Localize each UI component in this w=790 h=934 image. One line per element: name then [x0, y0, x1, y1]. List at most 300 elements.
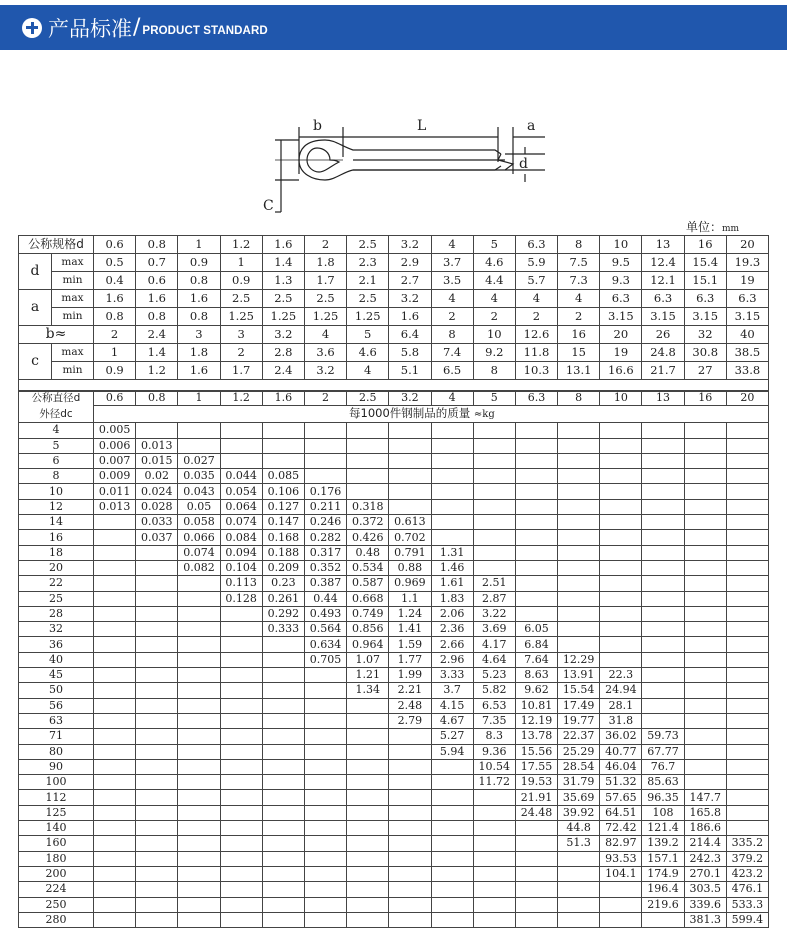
- mass-value-cell: [136, 713, 178, 728]
- mass-value-cell: [389, 729, 431, 744]
- mass-value-cell: 57.65: [600, 790, 642, 805]
- mass-value-cell: 0.176: [304, 484, 346, 499]
- spec-value-cell: 6.3: [726, 290, 768, 308]
- spec-value-cell: 4.4: [473, 272, 515, 290]
- mass-size-cell: 1: [178, 391, 220, 406]
- mass-value-cell: 22.37: [558, 729, 600, 744]
- mass-value-cell: [94, 866, 136, 881]
- mass-value-cell: [178, 866, 220, 881]
- mass-value-cell: [94, 851, 136, 866]
- mass-value-cell: [304, 836, 346, 851]
- mass-value-cell: 0.292: [262, 606, 304, 621]
- spec-value-cell: 1.6: [94, 290, 136, 308]
- mass-value-cell: 0.113: [220, 576, 262, 591]
- spec-value-cell: 40: [726, 326, 768, 344]
- mass-value-cell: 15.56: [515, 744, 557, 759]
- mass-value-cell: [684, 698, 726, 713]
- dc-label: 外径dc: [19, 406, 94, 423]
- mass-value-cell: [642, 515, 684, 530]
- spec-value-cell: 27: [684, 362, 726, 380]
- mass-value-cell: 0.352: [304, 560, 346, 575]
- mass-value-cell: [178, 591, 220, 606]
- mass-value-cell: [347, 821, 389, 836]
- mass-value-cell: 21.91: [515, 790, 557, 805]
- mass-value-cell: [136, 729, 178, 744]
- mass-value-cell: [178, 423, 220, 438]
- mass-value-cell: 0.128: [220, 591, 262, 606]
- mass-value-cell: [642, 698, 684, 713]
- mass-value-cell: [515, 515, 557, 530]
- spec-value-cell: 19.3: [726, 254, 768, 272]
- spec-value-cell: 7.4: [431, 344, 473, 362]
- mass-value-cell: [431, 530, 473, 545]
- spec-value-cell: 0.8: [136, 308, 178, 326]
- mass-value-cell: [726, 560, 768, 575]
- mass-value-cell: [136, 805, 178, 820]
- mass-value-cell: 2.36: [431, 622, 473, 637]
- mass-value-cell: [473, 423, 515, 438]
- dc-value: 125: [19, 805, 94, 820]
- mass-value-cell: [220, 622, 262, 637]
- mass-value-cell: [473, 790, 515, 805]
- mass-value-cell: [94, 759, 136, 774]
- spec-value-cell: 3.2: [389, 290, 431, 308]
- mass-value-cell: [726, 576, 768, 591]
- mass-value-cell: 0.587: [347, 576, 389, 591]
- spec-value-cell: 2.4: [136, 326, 178, 344]
- mass-row: [19, 851, 769, 866]
- mass-value-cell: 381.3: [684, 912, 726, 927]
- mass-value-cell: [684, 683, 726, 698]
- mass-value-cell: [220, 729, 262, 744]
- mass-size-cell: 4: [431, 391, 473, 406]
- mass-value-cell: [642, 576, 684, 591]
- mass-value-cell: 1.41: [389, 622, 431, 637]
- mass-value-cell: [178, 698, 220, 713]
- mass-value-cell: [262, 637, 304, 652]
- spec-value-cell: 21.7: [642, 362, 684, 380]
- mass-value-cell: [262, 668, 304, 683]
- mass-value-cell: 51.32: [600, 775, 642, 790]
- mass-size-cell: 1.6: [262, 391, 304, 406]
- mass-value-cell: 0.246: [304, 515, 346, 530]
- mass-value-cell: [94, 897, 136, 912]
- mass-value-cell: 0.426: [347, 530, 389, 545]
- dc-value: 12: [19, 499, 94, 514]
- dc-value: 56: [19, 698, 94, 713]
- mass-value-cell: 0.387: [304, 576, 346, 591]
- mass-value-cell: 335.2: [726, 836, 768, 851]
- mass-size-cell: 2: [304, 391, 346, 406]
- mass-size-cell: 6.3: [515, 391, 557, 406]
- mass-value-cell: [136, 882, 178, 897]
- spec-value-cell: 1.2: [136, 362, 178, 380]
- mass-value-cell: [389, 912, 431, 927]
- mass-value-cell: [94, 790, 136, 805]
- mass-value-cell: [431, 912, 473, 927]
- mass-value-cell: [558, 453, 600, 468]
- mass-value-cell: [515, 499, 557, 514]
- mass-value-cell: [136, 683, 178, 698]
- spec-value-cell: 9.2: [473, 344, 515, 362]
- mass-value-cell: [726, 469, 768, 484]
- mass-value-cell: [684, 484, 726, 499]
- mass-value-cell: [389, 805, 431, 820]
- mass-value-cell: 4.17: [473, 637, 515, 652]
- mass-value-cell: [136, 591, 178, 606]
- spec-value-cell: 30.8: [684, 344, 726, 362]
- spec-value-cell: 2.5: [304, 290, 346, 308]
- spec-header-row: [19, 236, 769, 254]
- mass-value-cell: 0.02: [136, 469, 178, 484]
- mass-value-cell: 0.127: [262, 499, 304, 514]
- mass-value-cell: [642, 438, 684, 453]
- mass-value-cell: 533.3: [726, 897, 768, 912]
- unit-label: 单位：mm: [686, 220, 740, 234]
- spec-value-cell: 8: [473, 362, 515, 380]
- mass-value-cell: [262, 423, 304, 438]
- mass-value-cell: [431, 866, 473, 881]
- spec-group-label: d: [19, 254, 52, 290]
- spec-value-cell: 15: [558, 344, 600, 362]
- mass-value-cell: 0.168: [262, 530, 304, 545]
- mass-value-cell: [642, 469, 684, 484]
- mass-row: [19, 882, 769, 897]
- mass-value-cell: 0.054: [220, 484, 262, 499]
- mass-value-cell: 147.7: [684, 790, 726, 805]
- mass-value-cell: [304, 744, 346, 759]
- dc-value: 5: [19, 438, 94, 453]
- mass-value-cell: 0.037: [136, 530, 178, 545]
- mass-value-cell: [389, 499, 431, 514]
- mass-value-cell: [431, 759, 473, 774]
- mass-value-cell: 6.05: [515, 622, 557, 637]
- mass-value-cell: [431, 805, 473, 820]
- mass-row: [19, 591, 769, 606]
- spec-sub-label: max: [52, 254, 94, 272]
- mass-value-cell: [262, 683, 304, 698]
- mass-row: [19, 652, 769, 667]
- dc-value: 32: [19, 622, 94, 637]
- mass-value-cell: [684, 729, 726, 744]
- mass-value-cell: 0.013: [136, 438, 178, 453]
- mass-value-cell: 139.2: [642, 836, 684, 851]
- mass-value-cell: [262, 836, 304, 851]
- dc-value: 50: [19, 683, 94, 698]
- mass-value-cell: [94, 622, 136, 637]
- spec-value-cell: 0.4: [94, 272, 136, 290]
- mass-value-cell: 104.1: [600, 866, 642, 881]
- spec-value-cell: 4: [515, 290, 557, 308]
- dc-value: 63: [19, 713, 94, 728]
- mass-value-cell: 17.55: [515, 759, 557, 774]
- mass-value-cell: [515, 453, 557, 468]
- spec-value-cell: 1.6: [389, 308, 431, 326]
- mass-value-cell: 5.27: [431, 729, 473, 744]
- mass-value-cell: 9.62: [515, 683, 557, 698]
- mass-size-cell: 0.8: [136, 391, 178, 406]
- spec-value-cell: 2.8: [262, 344, 304, 362]
- spec-sub-label: min: [52, 362, 94, 380]
- mass-value-cell: [684, 775, 726, 790]
- dc-value: 280: [19, 912, 94, 927]
- mass-value-cell: [220, 652, 262, 667]
- mass-value-cell: [726, 652, 768, 667]
- mass-value-cell: [178, 438, 220, 453]
- mass-value-cell: 0.856: [347, 622, 389, 637]
- mass-value-cell: [515, 545, 557, 560]
- mass-value-cell: [136, 545, 178, 560]
- mass-value-cell: [94, 560, 136, 575]
- dc-value: 112: [19, 790, 94, 805]
- mass-value-cell: 44.8: [558, 821, 600, 836]
- mass-row: [19, 713, 769, 728]
- mass-value-cell: 22.3: [600, 668, 642, 683]
- mass-value-cell: 2.66: [431, 637, 473, 652]
- mass-value-cell: [136, 668, 178, 683]
- mass-size-cell: 0.6: [94, 391, 136, 406]
- mass-value-cell: [473, 438, 515, 453]
- mass-value-cell: 108: [642, 805, 684, 820]
- mass-value-cell: 13.91: [558, 668, 600, 683]
- mass-value-cell: 0.613: [389, 515, 431, 530]
- mass-row: [19, 484, 769, 499]
- mass-value-cell: [558, 560, 600, 575]
- mass-value-cell: [642, 683, 684, 698]
- spec-value-cell: 2.1: [347, 272, 389, 290]
- spec-value-cell: 38.5: [726, 344, 768, 362]
- mass-value-cell: [94, 668, 136, 683]
- mass-value-cell: [684, 637, 726, 652]
- mass-value-cell: [431, 836, 473, 851]
- mass-size-cell: 10: [600, 391, 642, 406]
- mass-row: [19, 499, 769, 514]
- mass-value-cell: [94, 545, 136, 560]
- mass-value-cell: 0.015: [136, 453, 178, 468]
- mass-value-cell: [684, 576, 726, 591]
- spec-value-cell: 15.4: [684, 254, 726, 272]
- mass-value-cell: [600, 499, 642, 514]
- spec-value-cell: 1: [220, 254, 262, 272]
- mass-value-cell: 196.4: [642, 882, 684, 897]
- mass-value-cell: [178, 729, 220, 744]
- mass-value-cell: 1.59: [389, 637, 431, 652]
- mass-value-cell: 0.028: [136, 499, 178, 514]
- mass-value-cell: [684, 713, 726, 728]
- mass-value-cell: 1.31: [431, 545, 473, 560]
- mass-value-cell: [347, 698, 389, 713]
- mass-value-cell: [178, 882, 220, 897]
- mass-value-cell: [642, 912, 684, 927]
- mass-value-cell: 1.21: [347, 668, 389, 683]
- mass-value-cell: [558, 591, 600, 606]
- mass-value-cell: 0.005: [94, 423, 136, 438]
- spec-value-cell: 4.6: [473, 254, 515, 272]
- mass-row: [19, 698, 769, 713]
- mass-row: [19, 453, 769, 468]
- mass-value-cell: 31.8: [600, 713, 642, 728]
- mass-value-cell: [684, 591, 726, 606]
- mass-row: [19, 438, 769, 453]
- mass-value-cell: [220, 790, 262, 805]
- mass-value-cell: [642, 622, 684, 637]
- mass-value-cell: [178, 821, 220, 836]
- mass-value-cell: [684, 469, 726, 484]
- mass-value-cell: [262, 805, 304, 820]
- spec-value-cell: 3.15: [642, 308, 684, 326]
- mass-value-cell: [684, 668, 726, 683]
- mass-value-cell: 242.3: [684, 851, 726, 866]
- mass-value-cell: [558, 515, 600, 530]
- mass-value-cell: [304, 469, 346, 484]
- mass-value-cell: [94, 713, 136, 728]
- mass-value-cell: 35.69: [558, 790, 600, 805]
- mass-value-cell: [473, 560, 515, 575]
- mass-value-cell: 13.78: [515, 729, 557, 744]
- spec-size-cell: 6.3: [515, 236, 557, 254]
- mass-value-cell: [558, 545, 600, 560]
- mass-value-cell: [726, 515, 768, 530]
- mass-value-cell: [178, 744, 220, 759]
- dc-value: 180: [19, 851, 94, 866]
- mass-value-cell: [600, 897, 642, 912]
- mass-value-cell: 270.1: [684, 866, 726, 881]
- mass-value-cell: [304, 423, 346, 438]
- mass-value-cell: [473, 836, 515, 851]
- spec-row: [19, 362, 769, 380]
- mass-value-cell: [94, 606, 136, 621]
- spec-value-cell: 0.8: [94, 308, 136, 326]
- mass-value-cell: [136, 622, 178, 637]
- mass-value-cell: 0.147: [262, 515, 304, 530]
- mass-value-cell: 19.53: [515, 775, 557, 790]
- spec-value-cell: 4.6: [347, 344, 389, 362]
- mass-value-cell: 339.6: [684, 897, 726, 912]
- spec-value-cell: 11.8: [515, 344, 557, 362]
- label-b: b: [313, 118, 322, 134]
- mass-value-cell: 2.87: [473, 591, 515, 606]
- mass-value-cell: [642, 606, 684, 621]
- mass-value-cell: [389, 744, 431, 759]
- mass-value-cell: [600, 606, 642, 621]
- mass-value-cell: [600, 484, 642, 499]
- mass-value-cell: [726, 622, 768, 637]
- spec-value-cell: 5.8: [389, 344, 431, 362]
- mass-value-cell: [389, 866, 431, 881]
- mass-value-cell: [515, 912, 557, 927]
- spec-size-cell: 10: [600, 236, 642, 254]
- dc-value: 90: [19, 759, 94, 774]
- mass-value-cell: [431, 897, 473, 912]
- mass-value-cell: [515, 882, 557, 897]
- dc-value: 10: [19, 484, 94, 499]
- mass-value-cell: 0.074: [178, 545, 220, 560]
- mass-value-cell: [726, 668, 768, 683]
- mass-value-cell: [473, 484, 515, 499]
- mass-value-cell: [262, 453, 304, 468]
- mass-value-cell: [304, 668, 346, 683]
- spec-size-cell: 16: [684, 236, 726, 254]
- mass-value-cell: [642, 637, 684, 652]
- mass-value-cell: [684, 453, 726, 468]
- spec-value-cell: 33.8: [726, 362, 768, 380]
- spec-value-cell: 5.7: [515, 272, 557, 290]
- mass-value-cell: 8.63: [515, 668, 557, 683]
- mass-value-cell: [600, 637, 642, 652]
- mass-value-cell: [136, 836, 178, 851]
- mass-row: [19, 606, 769, 621]
- spec-value-cell: 4: [431, 290, 473, 308]
- mass-value-cell: 0.534: [347, 560, 389, 575]
- mass-value-cell: [558, 576, 600, 591]
- spec-value-cell: 4: [304, 326, 346, 344]
- mass-value-cell: [642, 484, 684, 499]
- mass-value-cell: [178, 576, 220, 591]
- mass-value-cell: [94, 576, 136, 591]
- spec-size-cell: 1: [178, 236, 220, 254]
- mass-value-cell: [642, 668, 684, 683]
- mass-value-cell: 15.54: [558, 683, 600, 698]
- mass-value-cell: 0.969: [389, 576, 431, 591]
- mass-value-cell: 0.104: [220, 560, 262, 575]
- mass-value-cell: [304, 683, 346, 698]
- mass-value-cell: 28.1: [600, 698, 642, 713]
- mass-value-cell: [347, 790, 389, 805]
- mass-value-cell: 0.084: [220, 530, 262, 545]
- spec-row: [19, 254, 769, 272]
- mass-value-cell: [642, 652, 684, 667]
- mass-value-cell: [726, 713, 768, 728]
- spec-value-cell: 16: [558, 326, 600, 344]
- mass-value-cell: 0.106: [262, 484, 304, 499]
- mass-value-cell: 0.493: [304, 606, 346, 621]
- mass-value-cell: 0.372: [347, 515, 389, 530]
- mass-value-cell: [515, 821, 557, 836]
- mass-value-cell: [726, 438, 768, 453]
- mass-value-cell: [304, 805, 346, 820]
- mass-value-cell: [136, 775, 178, 790]
- spec-size-cell: 4: [431, 236, 473, 254]
- mass-value-cell: 0.702: [389, 530, 431, 545]
- dc-value: 250: [19, 897, 94, 912]
- mass-value-cell: [347, 729, 389, 744]
- mass-value-cell: [684, 622, 726, 637]
- spec-value-cell: 1.25: [262, 308, 304, 326]
- mass-value-cell: 0.011: [94, 484, 136, 499]
- spec-value-cell: 4: [473, 290, 515, 308]
- spec-value-cell: 32: [684, 326, 726, 344]
- mass-value-cell: [642, 453, 684, 468]
- mass-value-cell: [726, 637, 768, 652]
- spec-sub-label: max: [52, 290, 94, 308]
- dc-value: 140: [19, 821, 94, 836]
- mass-value-cell: 0.188: [262, 545, 304, 560]
- mass-value-cell: 0.094: [220, 545, 262, 560]
- mass-value-cell: 2.48: [389, 698, 431, 713]
- mass-value-cell: [178, 897, 220, 912]
- mass-row: [19, 759, 769, 774]
- mass-value-cell: 64.51: [600, 805, 642, 820]
- mass-value-cell: 0.23: [262, 576, 304, 591]
- mass-row: [19, 668, 769, 683]
- mass-value-cell: [347, 866, 389, 881]
- mass-value-cell: [684, 438, 726, 453]
- mass-value-cell: [136, 576, 178, 591]
- dc-value: 100: [19, 775, 94, 790]
- mass-value-cell: 1.61: [431, 576, 473, 591]
- mass-value-cell: 174.9: [642, 866, 684, 881]
- mass-value-cell: [558, 637, 600, 652]
